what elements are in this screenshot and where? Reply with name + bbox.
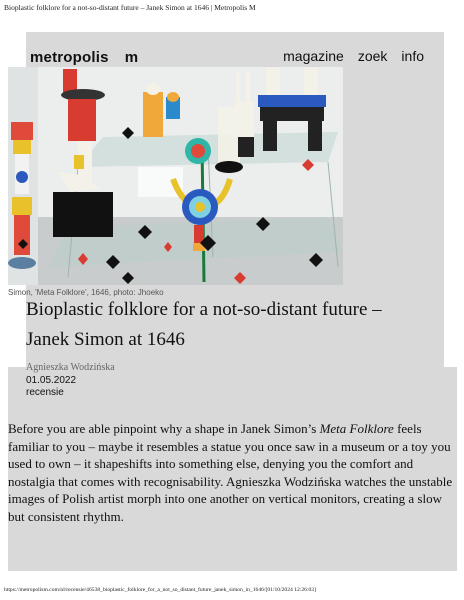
article-category[interactable]: recensie: [26, 387, 64, 398]
print-footer: https://metropolism.com/nl/recensie/46538_bioplastic_folklore_for_a_not_so_distant_future_janek_simon_in_1646/[01/10/2024 12:26:03]: [4, 587, 316, 593]
logo-word-metropolis: metropolis: [30, 49, 109, 66]
image-caption: Simon, 'Meta Folklore', 1646, photo: Jhoeko: [8, 288, 164, 297]
logo-word-m: m: [124, 49, 139, 66]
article-date: 01.05.2022: [26, 375, 77, 386]
lead-artwork-title: Meta Folklore: [319, 421, 394, 436]
hero-image: [8, 67, 343, 285]
article-author[interactable]: Agnieszka Wodzińska: [26, 362, 115, 373]
site-logo[interactable]: [30, 49, 138, 66]
print-header: Bioplastic folklore for a not-so-distant future – Janek Simon at 1646 | Metropolis M: [4, 3, 256, 12]
exhibition-photo: [8, 67, 343, 285]
lead-text-end: feels familiar to you – maybe it resembles a statue you once saw in a museum or a toy you used to own – it shapeshifts into something else, denying you the comfort and nostalgia that comes with recognisability. Agnieszka Wodzińska watches the unstable images of Polish artist morph into one another on vertical monitors, creating a slow but consistent rhythm.: [8, 421, 453, 524]
article-lead: [8, 420, 456, 525]
nav-item-info[interactable]: info: [401, 48, 424, 64]
nav-item-zoek[interactable]: zoek: [357, 48, 388, 64]
article-title: Bioplastic folklore for a not-so-distant future – Janek Simon at 1646: [26, 299, 382, 350]
nav-item-magazine[interactable]: magazine: [283, 48, 344, 64]
lead-text-start: Before you are able pinpoint why a shape in Janek Simon’s: [8, 421, 320, 436]
top-navigation: [283, 48, 424, 64]
